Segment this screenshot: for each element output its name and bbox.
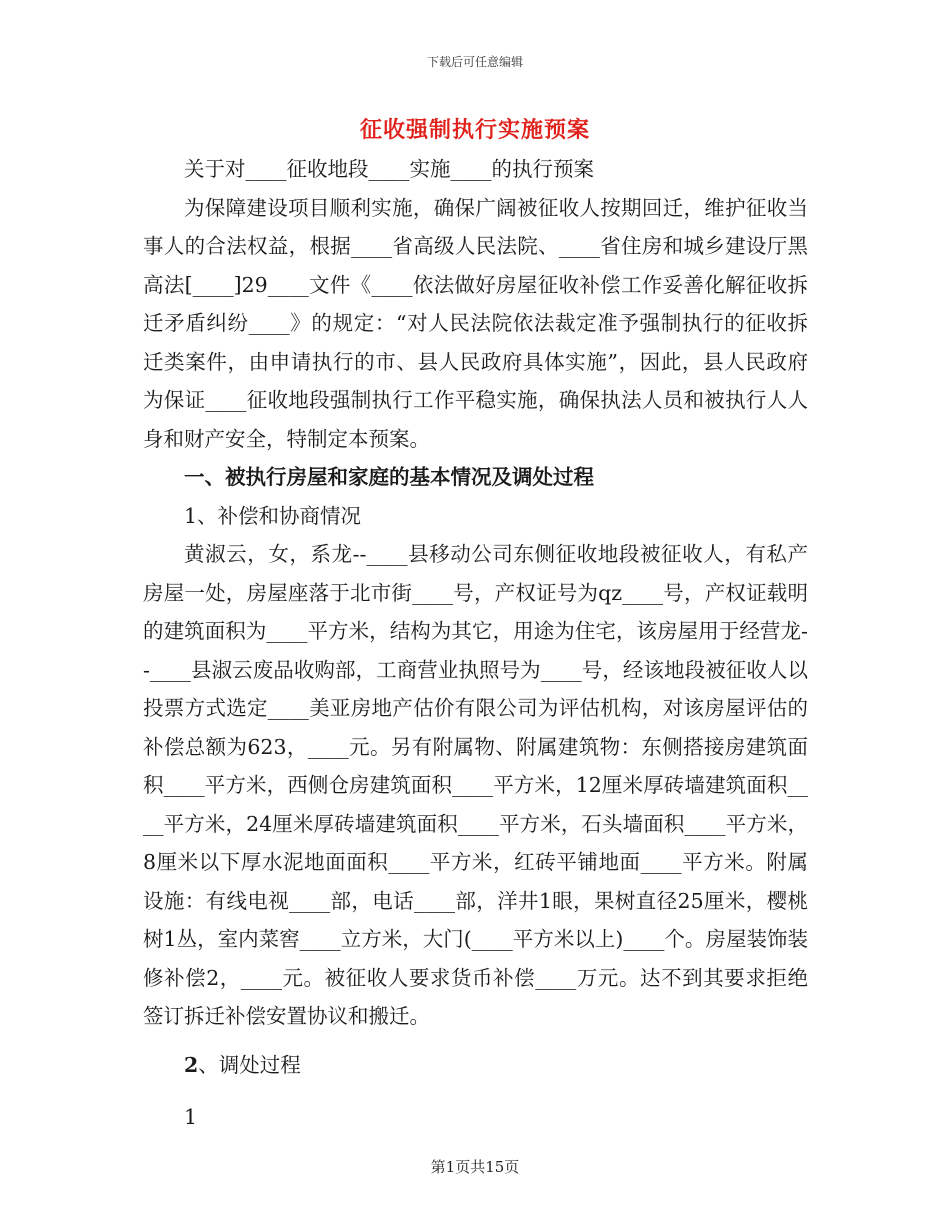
subsection-2-heading	[143, 1046, 808, 1085]
subsection-2-number: 2	[184, 1052, 199, 1077]
intro-paragraph: 为保障建设项目顺利实施，确保广阔被征收人按期回迁，维护征收当事人的合法权益，根据____省高级人民法院、____省住房和城乡建设厅黑高法[____]29____文件《____依法做好房屋征收补偿工作妥善化解征收拆迁矛盾纠纷____》的规定：“对人民法院依法裁定准予强制执行的征收拆迁类案件，由申请执行的市、县人民政府具体实施”，因此，县人民政府为保证____征收地段强制执行工作平稳实施，确保执法人员和被执行人人身和财产安全，特制定本预案。	[143, 195, 808, 451]
document-title: 征收强制执行实施预案	[359, 117, 590, 143]
page-footer: 第1页共15页	[430, 1158, 520, 1176]
header-note: 下载后可任意编辑	[426, 55, 523, 69]
subtitle-line: 关于对____征收地段____实施____的执行预案	[184, 157, 594, 181]
page-marker: 1	[184, 1105, 198, 1129]
document-body	[143, 150, 808, 1137]
subsection-1-heading: 1、补偿和协商情况	[184, 503, 362, 528]
subsection-2-text: 、调处过程	[198, 1052, 301, 1077]
section-1-heading: 一、被执行房屋和家庭的基本情况及调处过程	[184, 465, 594, 489]
subsection-1-paragraph: 黄淑云，女，系龙--____县移动公司东侧征收地段被征收人，有私产房屋一处，房屋座落于北市街____号，产权证号为qz____号，产权证载明的建筑面积为____平方米，结构为其它，用途为住宅，该房屋用于经营龙--____县淑云废品收购部，工商营业执照号为____号，经该地段被征收人以投票方式选定____美亚房地产估价有限公司为评估机构，对该房屋评估的补偿总额为623，____元。另有附属物、附属建筑物：东侧搭接房建筑面积____平方米，西侧仓房建筑面积____平方米，12厘米厚砖墙建筑面积____平方米，24厘米厚砖墙建筑面积____平方米，石头墙面积____平方米，8厘米以下厚水泥地面面积____平方米，红砖平铺地面____平方米。附属设施：有线电视____部，电话____部，洋井1眼，果树直径25厘米，樱桃树1丛，室内菜窖____立方米，大门(____平方米以上)____个。房屋装饰装修补偿2，____元。被征收人要求货币补偿____万元。达不到其要求拒绝签订拆迁补偿安置协议和搬迁。	[143, 542, 808, 1028]
